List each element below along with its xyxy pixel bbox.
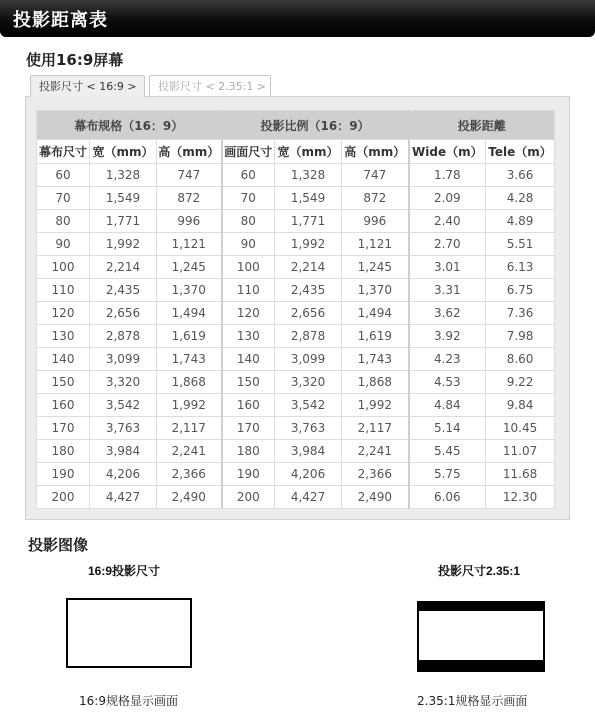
caption-2-35-1: 2.35:1规格显示画面 bbox=[417, 694, 528, 708]
table-cell: 1,370 bbox=[342, 279, 409, 302]
table-cell: 996 bbox=[157, 210, 222, 233]
table-cell: 4,206 bbox=[275, 463, 342, 486]
table-cell: 160 bbox=[37, 394, 90, 417]
table-row bbox=[37, 463, 555, 486]
table-cell: 110 bbox=[222, 279, 275, 302]
table-cell: 1,771 bbox=[275, 210, 342, 233]
table-cell: 872 bbox=[157, 187, 222, 210]
table-cell: 1,992 bbox=[342, 394, 409, 417]
table-cell: 4,427 bbox=[90, 486, 157, 509]
table-row bbox=[37, 233, 555, 256]
table-cell: 2,490 bbox=[342, 486, 409, 509]
page-title: 投影距离表 bbox=[13, 10, 108, 31]
table-cell: 6.75 bbox=[486, 279, 555, 302]
table-body bbox=[37, 164, 555, 509]
col-header: 宽（mm） bbox=[90, 140, 157, 164]
table-cell: 4.23 bbox=[409, 348, 486, 371]
table-cell: 2.09 bbox=[409, 187, 486, 210]
table-cell: 5.14 bbox=[409, 417, 486, 440]
table-cell: 1,771 bbox=[90, 210, 157, 233]
table-row bbox=[37, 187, 555, 210]
projection-distance-table bbox=[36, 110, 555, 509]
table-cell: 12.30 bbox=[486, 486, 555, 509]
table-row bbox=[37, 486, 555, 509]
table-cell: 3,984 bbox=[275, 440, 342, 463]
table-cell: 2,435 bbox=[90, 279, 157, 302]
table-cell: 2.40 bbox=[409, 210, 486, 233]
table-cell: 3.31 bbox=[409, 279, 486, 302]
table-cell: 110 bbox=[37, 279, 90, 302]
table-cell: 3.62 bbox=[409, 302, 486, 325]
label-2-35-1: 投影尺寸2.35:1 bbox=[438, 564, 521, 578]
table-cell: 1,992 bbox=[275, 233, 342, 256]
table-cell: 5.51 bbox=[486, 233, 555, 256]
table-cell: 2,878 bbox=[90, 325, 157, 348]
table-panel bbox=[25, 96, 570, 520]
tab-16-9[interactable]: 投影尺寸 < 16:9 > bbox=[30, 75, 145, 97]
table-cell: 1,121 bbox=[342, 233, 409, 256]
table-cell: 747 bbox=[342, 164, 409, 187]
table-cell: 4,206 bbox=[90, 463, 157, 486]
page-header bbox=[0, 0, 595, 37]
table-cell: 1,245 bbox=[342, 256, 409, 279]
table-cell: 1,868 bbox=[157, 371, 222, 394]
table-cell: 2,366 bbox=[342, 463, 409, 486]
table-cell: 8.60 bbox=[486, 348, 555, 371]
table-cell: 7.98 bbox=[486, 325, 555, 348]
table-row bbox=[37, 440, 555, 463]
table-cell: 1,328 bbox=[90, 164, 157, 187]
table-cell: 11.68 bbox=[486, 463, 555, 486]
table-cell: 3,542 bbox=[275, 394, 342, 417]
table-cell: 200 bbox=[222, 486, 275, 509]
col-header: Tele（m） bbox=[486, 140, 555, 164]
tab-2-35-1[interactable]: 投影尺寸 < 2.35:1 > bbox=[149, 75, 271, 96]
table-cell: 80 bbox=[37, 210, 90, 233]
table-cell: 4.53 bbox=[409, 371, 486, 394]
table-cell: 190 bbox=[37, 463, 90, 486]
table-cell: 150 bbox=[37, 371, 90, 394]
table-cell: 140 bbox=[222, 348, 275, 371]
table-cell: 7.36 bbox=[486, 302, 555, 325]
table-row bbox=[37, 210, 555, 233]
label-16-9: 16:9投影尺寸 bbox=[88, 564, 161, 578]
table-cell: 3,763 bbox=[275, 417, 342, 440]
table-cell: 1,743 bbox=[157, 348, 222, 371]
table-row bbox=[37, 302, 555, 325]
col-header: 高（mm） bbox=[342, 140, 409, 164]
col-header: Wide（m） bbox=[409, 140, 486, 164]
table-cell: 2,366 bbox=[157, 463, 222, 486]
table-cell: 1,743 bbox=[342, 348, 409, 371]
table-cell: 4.89 bbox=[486, 210, 555, 233]
table-cell: 120 bbox=[222, 302, 275, 325]
table-cell: 5.75 bbox=[409, 463, 486, 486]
table-row bbox=[37, 279, 555, 302]
table-cell: 1,328 bbox=[275, 164, 342, 187]
table-cell: 70 bbox=[37, 187, 90, 210]
table-cell: 2,117 bbox=[157, 417, 222, 440]
table-cell: 200 bbox=[37, 486, 90, 509]
table-cell: 9.22 bbox=[486, 371, 555, 394]
table-cell: 5.45 bbox=[409, 440, 486, 463]
table-cell: 70 bbox=[222, 187, 275, 210]
col-header: 高（mm） bbox=[157, 140, 222, 164]
table-cell: 1.78 bbox=[409, 164, 486, 187]
caption-16-9: 16:9规格显示画面 bbox=[79, 694, 178, 708]
table-cell: 90 bbox=[37, 233, 90, 256]
table-cell: 2,656 bbox=[90, 302, 157, 325]
table-cell: 180 bbox=[222, 440, 275, 463]
table-row bbox=[37, 325, 555, 348]
table-cell: 747 bbox=[157, 164, 222, 187]
table-cell: 180 bbox=[37, 440, 90, 463]
table-cell: 996 bbox=[342, 210, 409, 233]
table-cell: 3.66 bbox=[486, 164, 555, 187]
col-header: 画面尺寸 bbox=[222, 140, 275, 164]
table-cell: 1,868 bbox=[342, 371, 409, 394]
group-header-row bbox=[37, 111, 555, 140]
table-cell: 4.84 bbox=[409, 394, 486, 417]
table-cell: 170 bbox=[222, 417, 275, 440]
table-cell: 4,427 bbox=[275, 486, 342, 509]
table-cell: 2,241 bbox=[157, 440, 222, 463]
table-cell: 160 bbox=[222, 394, 275, 417]
table-cell: 190 bbox=[222, 463, 275, 486]
col-header: 幕布尺寸 bbox=[37, 140, 90, 164]
table-cell: 3,542 bbox=[90, 394, 157, 417]
col-header: 宽（mm） bbox=[275, 140, 342, 164]
table-cell: 1,619 bbox=[342, 325, 409, 348]
table-cell: 3.01 bbox=[409, 256, 486, 279]
group-projection-distance: 投影距離 bbox=[409, 111, 555, 140]
table-cell: 1,549 bbox=[275, 187, 342, 210]
table-cell: 1,121 bbox=[157, 233, 222, 256]
table-row bbox=[37, 164, 555, 187]
table-cell: 2,656 bbox=[275, 302, 342, 325]
table-row bbox=[37, 348, 555, 371]
table-cell: 60 bbox=[37, 164, 90, 187]
table-cell: 3,099 bbox=[90, 348, 157, 371]
table-cell: 3,320 bbox=[90, 371, 157, 394]
table-row bbox=[37, 417, 555, 440]
table-cell: 2,214 bbox=[275, 256, 342, 279]
table-cell: 2,490 bbox=[157, 486, 222, 509]
table-cell: 120 bbox=[37, 302, 90, 325]
table-cell: 6.13 bbox=[486, 256, 555, 279]
table-cell: 10.45 bbox=[486, 417, 555, 440]
table-cell: 100 bbox=[37, 256, 90, 279]
table-cell: 1,494 bbox=[342, 302, 409, 325]
table-cell: 1,619 bbox=[157, 325, 222, 348]
table-cell: 3,099 bbox=[275, 348, 342, 371]
screen-2-35-1-diagram bbox=[417, 601, 545, 672]
table-cell: 130 bbox=[222, 325, 275, 348]
table-cell: 140 bbox=[37, 348, 90, 371]
table-cell: 2,117 bbox=[342, 417, 409, 440]
table-cell: 11.07 bbox=[486, 440, 555, 463]
table-row bbox=[37, 394, 555, 417]
table-cell: 150 bbox=[222, 371, 275, 394]
table-cell: 100 bbox=[222, 256, 275, 279]
table-cell: 1,245 bbox=[157, 256, 222, 279]
table-cell: 2,878 bbox=[275, 325, 342, 348]
table-cell: 3,984 bbox=[90, 440, 157, 463]
group-screen-spec: 幕布规格（16：9） bbox=[37, 111, 222, 140]
table-row bbox=[37, 371, 555, 394]
table-cell: 3.92 bbox=[409, 325, 486, 348]
table-cell: 2,435 bbox=[275, 279, 342, 302]
table-cell: 4.28 bbox=[486, 187, 555, 210]
table-cell: 80 bbox=[222, 210, 275, 233]
table-cell: 2,241 bbox=[342, 440, 409, 463]
table-cell: 872 bbox=[342, 187, 409, 210]
table-cell: 90 bbox=[222, 233, 275, 256]
table-cell: 1,370 bbox=[157, 279, 222, 302]
table-cell: 3,320 bbox=[275, 371, 342, 394]
group-projection-ratio: 投影比例（16：9） bbox=[222, 111, 409, 140]
table-row bbox=[37, 256, 555, 279]
table-cell: 1,494 bbox=[157, 302, 222, 325]
table-cell: 9.84 bbox=[486, 394, 555, 417]
column-header-row bbox=[37, 140, 555, 164]
screen-16-9-diagram bbox=[66, 598, 192, 668]
table-cell: 170 bbox=[37, 417, 90, 440]
projection-image-title: 投影图像 bbox=[28, 536, 89, 554]
table-cell: 1,992 bbox=[90, 233, 157, 256]
table-cell: 130 bbox=[37, 325, 90, 348]
table-cell: 1,549 bbox=[90, 187, 157, 210]
screen-2-35-1-picture-area bbox=[419, 611, 543, 660]
table-cell: 1,992 bbox=[157, 394, 222, 417]
table-cell: 60 bbox=[222, 164, 275, 187]
table-cell: 3,763 bbox=[90, 417, 157, 440]
table-cell: 6.06 bbox=[409, 486, 486, 509]
table-cell: 2,214 bbox=[90, 256, 157, 279]
section-title: 使用16:9屏幕 bbox=[26, 51, 124, 69]
table-cell: 2.70 bbox=[409, 233, 486, 256]
